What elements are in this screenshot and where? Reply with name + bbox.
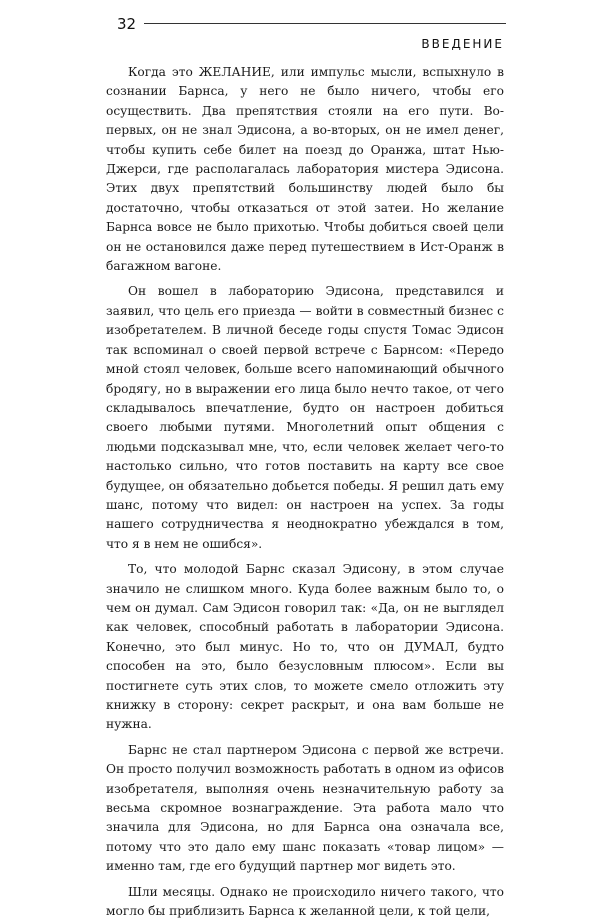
paragraph-3: То, что молодой Барнс сказал Эдисону, в этом случае значило не слишком много. Куда более важным было то, о чем он думал. Сам Эдисон говорил так: «Да, он не выглядел как человек, способный работать в лаборатории Эдисона. Конечно, это был минус. Но то, что он ДУМАЛ, будто способен на это, было безусловным плюсом». Если вы постигнете суть этих слов, то можете смело отложить эту книжку в сторону: секрет раскрыт, и она вам больше не нужна. [106, 562, 504, 732]
paragraph-1: Когда это ЖЕЛАНИЕ, или импульс мысли, вспыхнуло в сознании Барнса, у него не было ничего, чтобы его осуществить. Два препятствия стояли на его пути. Во-первых, он не знал Эдисона, а во-вторых, он не имел денег, чтобы купить себе билет на поезд до Оранжа, штат Нью-Джерси, где располагалась лаборатория мистера Эдисона. Этих двух препятствий большинству людей было бы достаточно, чтобы отказаться от этой затеи. Но желание Барнса вовсе не было прихотью. Чтобы добиться своей цели он не остановился даже перед путешествием в Ист-Оранж в багажном вагоне. [106, 65, 504, 274]
header-rule [144, 23, 506, 24]
paragraph-2: Он вошел в лабораторию Эдисона, представился и заявил, что цель его приезда — войти в совместный бизнес с изобретателем. В личной беседе годы спустя Томас Эдисон так вспоминал о своей первой встрече с Барнсом: «Передо мной стоял человек, больше всего напоминающий обычного бродягу, но в выражении его лица было нечто такое, от чего складывалось впечатление, будто он настроен добиться своего любыми путями. Многолетний опыт общения с людьми подсказывал мне, что, если человек желает чего-то настолько сильно, что готов поставить на карту все свое будущее, он обязательно добьется победы. Я решил дать ему шанс, потому что видел: он настроен на успех. За годы нашего сотрудничества я неоднократно убеждался в том, что я в нем не ошибся». [106, 284, 504, 551]
body-text [106, 63, 504, 921]
page-header [0, 0, 600, 51]
paragraph-4: Барнс не стал партнером Эдисона с первой же встречи. Он просто получил возможность работать в одном из офисов изобретателя, выполняя очень незначительную работу за весьма скромное вознаграждение. Эта работа мало что значила для Эдисона, но для Барнса она означала все, потому что это дало ему шанс показать «товар лицом» — именно там, где его будущий партнер мог видеть это. [106, 742, 504, 874]
paragraph-5: Шли месяцы. Однако не происходило ничего такого, что могло бы приблизить Барнса к желанной цели, к той цели, [106, 884, 504, 919]
page-number: 32 [117, 15, 137, 33]
section-title: ВВЕДЕНИЕ [421, 37, 504, 51]
